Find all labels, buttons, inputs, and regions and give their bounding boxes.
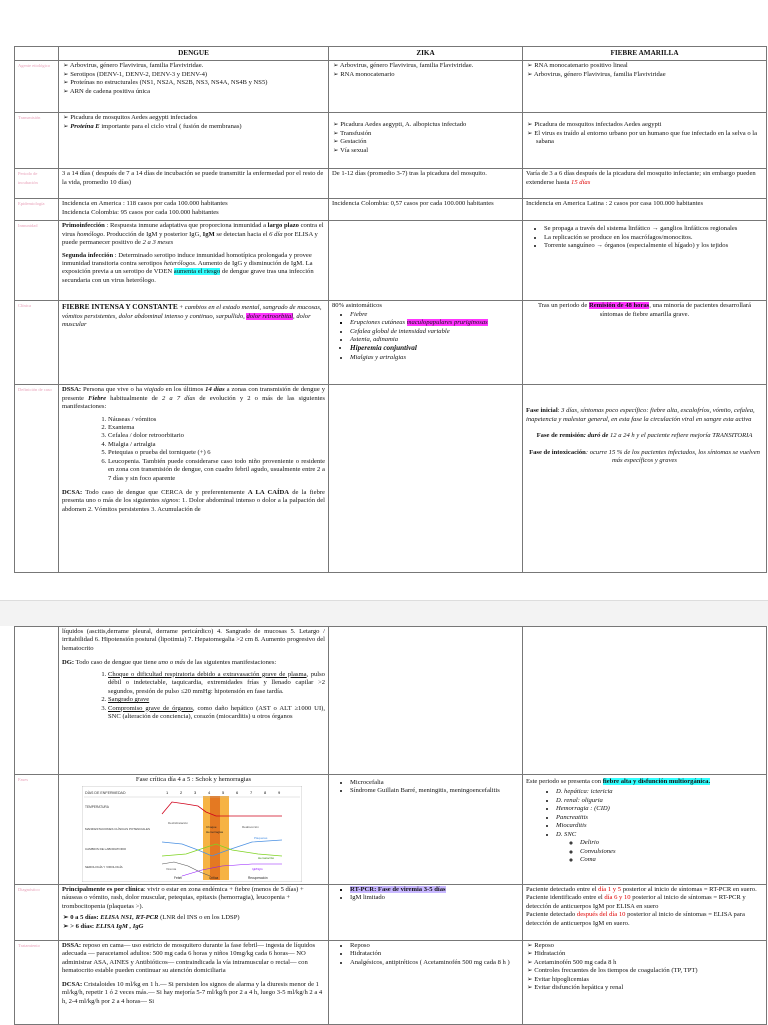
highlight-retroorbital: dolor retroorbital xyxy=(246,312,294,320)
dengue-case-cell xyxy=(59,385,329,573)
dg-list xyxy=(62,671,325,722)
row-label: Epidemiología xyxy=(15,199,59,221)
dengue-case-cont-cell xyxy=(59,627,329,775)
zika-epi-cell: Incidencia Colombia: 0,57 casos por cada 100.000 habitantes xyxy=(329,199,523,221)
fiebre-transmission-list xyxy=(526,121,763,146)
row-label: Fases xyxy=(15,775,59,885)
row-phases xyxy=(15,775,767,885)
phase-label: Febril xyxy=(174,876,182,881)
list-item: 6. Leucopenia. También puede considerarse caso todo niño proveniente o residente en zona con transmisión de dengue, con cuadro febril agudo, usualmente entre 2 a 7 días y sin foco aparente xyxy=(108,458,325,483)
list-item: 1. Náuseas / vómitos xyxy=(108,416,325,424)
zika-phases-list xyxy=(332,779,519,796)
zika-asymptomatic: 80% asintomáticos xyxy=(332,302,382,310)
day-number: 6 xyxy=(236,790,239,796)
list-item: ◦ Coma xyxy=(580,856,763,864)
row-label: Periodo de incubación xyxy=(15,169,59,199)
dengue-epi-line: Incidencia Colombia: 95 casos por cada 100.000 habitantes xyxy=(62,208,219,216)
fase-remision: Fase de remisión: duró de 12 a 24 h y el paciente refiere mejoría TRANSITORIA xyxy=(536,432,753,440)
clinical-label: Deshidratación xyxy=(168,821,189,826)
list-item: ➢ Arbovirus, género Flavivirus, familia Flaviviridae. xyxy=(342,62,519,70)
list-item: ➢ Evitar disfunción hepática y renal xyxy=(536,984,763,992)
list-item: ➢ RNA monocatenario xyxy=(342,71,519,79)
row-label-clinical: MANIFESTACIONES CLÍNICAS POTENCIALES xyxy=(85,827,150,832)
zika-case-cell xyxy=(329,385,523,573)
row-case-definition-cont xyxy=(15,627,767,775)
primoinfeccion-paragraph: Primoinfección : Respuesta inmune adaptativa que proporciona inmunidad a largo plazo contra el virus homólogo. Producción de IgM y posterior IgG, IgM se detectan hacia el 6 día por ELISA y puede permanecer positivo de 2 a 3 meses xyxy=(62,222,324,247)
row-label: Definición de caso xyxy=(15,385,59,573)
list-item: • Fiebre xyxy=(350,311,519,319)
list-item: • Se propaga a través del sistema linfático → ganglios linfáticos regionales xyxy=(544,225,763,233)
zika-phases-cell xyxy=(329,775,523,885)
fiebre-phases-cell xyxy=(523,775,767,885)
fiebre-transmission-cell xyxy=(523,113,767,169)
list-item: ▪ Erupciones cutáneas maculopapulares pruriginosas xyxy=(350,319,519,327)
zika-agent-list xyxy=(332,62,519,79)
list-item: • D. hepática: ictericia xyxy=(556,788,763,796)
list-item: • Pancreatitis xyxy=(556,814,763,822)
day-number: 5 xyxy=(222,790,225,796)
dengue-dx-cell xyxy=(59,885,329,941)
sero-label: Viremia xyxy=(166,867,177,872)
fiebre-agent-list xyxy=(526,62,763,79)
fiebre-intensa-term: FIEBRE INTENSA Y CONSTANTE xyxy=(62,302,178,312)
list-item xyxy=(72,123,325,131)
zika-tx-cell xyxy=(329,941,523,1025)
list-item: ➢ Acetaminofén 500 mg cada 8 h xyxy=(536,959,763,967)
list-item: 1. Choque o dificultad respiratoria debido a extravasación grave de plasma, pulso débil o indetectable, taquicardia, extremidades frías y llenado capilar >2 segundos, presión de pulso ≤20 mmHg: hipotensión en fase tardía. xyxy=(108,671,325,696)
comparison-table-page-1 xyxy=(14,46,767,573)
fase-intoxicacion: Fase de intoxicación: ocurre 15 % de los pacientes infectados, los síntomas se vuelven más específicos y graves xyxy=(529,448,760,464)
row-epidemiology xyxy=(15,199,767,221)
list-item: • Hemorragia : (CID) xyxy=(556,805,763,813)
list-item: ➢ Proteínas no estructurales (NS1, NS2A, NS2B, NS3, NS4A, NS4B y NS5) xyxy=(72,79,325,87)
day-number: 9 xyxy=(278,790,281,796)
list-item: ➢ Evitar hipoglicemias xyxy=(536,976,763,984)
corner-cell xyxy=(15,47,59,61)
zika-transmission-cell xyxy=(329,113,523,169)
list-item: ➢ Vía sexual xyxy=(342,147,519,155)
zika-transmission-list xyxy=(332,121,519,155)
list-item: • Mialgias y artralgias xyxy=(350,354,519,362)
dx-clinica: Principalmente es por clínica: vivir o estar en zona endémica + fiebre (menos de 5 días) + náuseas o vómito, rash, dolor muscular, petequias, epitaxis (hemorragia), leucopenia + trombocitopenia (plaquetas >). xyxy=(62,886,304,910)
dengue-transmission-list xyxy=(62,114,325,131)
fiebre-incubation-cell xyxy=(523,169,767,199)
list-item: ➢ El virus es traído al entorno urbano por un humano que fue infectado en la selva o la sabana xyxy=(536,130,763,147)
row-label: Transmisión xyxy=(15,113,59,169)
list-item: ➢ Picadura de mosquitos Aedes aegypti infectados xyxy=(72,114,325,122)
highlight-disfuncion: fiebre alta y disfunción multiorgánica. xyxy=(602,778,711,785)
list-item: • La replicación se produce en los macrófagos/monocitos. xyxy=(544,234,763,242)
fiebre-epi-cell: Incidencia en America Latina : 2 casos por casa 100.000 habitantes xyxy=(523,199,767,221)
day-number: 8 xyxy=(264,790,267,796)
fiebre-case-cell xyxy=(523,385,767,573)
segunda-infeccion-paragraph: Segunda infección : Determinado serotipo induce inmunidad homotípica prolongada y provee inmunidad transitoria contra serotipos heterólogos. Aumento de IgG y disminución de IgM. La exposición previa a un serotipo de VDEN aumenta el riesgo de dengue grave tras una infección secundaria con un virus heterólogo. xyxy=(62,251,314,284)
list-item: ◦ Delirio xyxy=(580,839,763,847)
lab-label: Plaquetas xyxy=(254,836,268,841)
fiebre-tx-cell xyxy=(523,941,767,1025)
zika-case-cont-cell xyxy=(329,627,523,775)
row-transmission xyxy=(15,113,767,169)
sero-label: IgM/IgG xyxy=(252,867,263,872)
row-label: Clínica xyxy=(15,301,59,385)
protein-e-term: Proteína E xyxy=(70,122,100,130)
list-item: ➢ Picadura de mosquitos infectados Aedes aegypti xyxy=(536,121,763,129)
header-zika: ZIKA xyxy=(329,47,523,61)
list-item: • Síndrome Guillain Barré, meningitis, meningoencefalitis xyxy=(350,787,519,795)
list-item: ◦ Convulsiones xyxy=(580,848,763,856)
header-row xyxy=(15,47,767,61)
fiebre-incubation-max: 15 días xyxy=(571,178,591,186)
highlight-maculopapulares: maculopapulares pruriginosas xyxy=(406,319,488,327)
zika-tx-list xyxy=(332,942,519,967)
fiebre-dx-line: Paciente identificado entre el día 6 y 10 posterior al inicio de síntomas = RT-PCR y detección de anticuerpos IgM por ELISA en suero xyxy=(526,894,746,910)
list-item: 4. Mialgia / artralgia xyxy=(108,441,325,449)
page-gap xyxy=(0,600,768,628)
list-item: • D. SNC ◦ Delirio ◦ Convulsiones ◦ Coma xyxy=(556,831,763,865)
list-item: • Torrente sanguíneo → órganos (especialmente el hígado) y los tejidos xyxy=(544,242,763,250)
list-item: 3. Cefalea / dolor retroorbitario xyxy=(108,432,325,440)
fiebre-immunity-cell xyxy=(523,221,767,301)
phase-label: Recuperación xyxy=(248,876,268,881)
fiebre-incubation-text: Varía de 3 a 6 días después de la picadura del mosquito infectante; sin embargo pueden extenderse hasta xyxy=(526,170,756,186)
list-item: ➢ Transfusión xyxy=(342,130,519,138)
day-number: 2 xyxy=(180,790,183,796)
list-item: 2. Sangrado grave xyxy=(108,696,325,704)
dengue-immunity-cell xyxy=(59,221,329,301)
tx-dcsa: DCSA: Cristaloides 10 ml/kg en 1 h.— Si persisten los signos de alarma y la diuresis menor de 1 ml/kg/h, repetir 1 ó 2 veces más.— Si hay mejoría 5-7 ml/kg/h por 2 a 4 h, luego 3-5 ml/kg/h 2 a 4 h, 2-4 ml/kg/h por 2 a 4 horas— Si xyxy=(62,980,323,1005)
phase-chart-title: Fase crítica día 4 a 5 : Schok y hemorragias xyxy=(135,776,252,783)
dengue-clinic-cell: FIEBRE INTENSA Y CONSTANTE + cambios en el estado mental, sangrado de mucosas, vómitos persistentes, dolor abdominal intenso y continuo, sarpullido, dolor retroorbital, dolor muscular xyxy=(59,301,329,385)
list-item: 2. Exantema xyxy=(108,424,325,432)
list-item: • D. renal: oliguria xyxy=(556,797,763,805)
dcsa-paragraph: DCSA: Todo caso de dengue que CERCA de y preferentemente A LA CAÍDA de la fiebre presenta uno o más de los siguientes signos: 1. Dolor abdominal intenso o dolor a la palpación del abdomen 2. Vómitos persistentes 3. Acumulación de xyxy=(62,489,325,513)
header-dengue: DENGUE xyxy=(59,47,329,61)
row-treatment xyxy=(15,941,767,1025)
tx-dssa: DSSA: reposo en cama— uso estricto de mosquitero durante la fase febril— ingesta de líquidos adecuada — paracetamol adultos: 500 mg cada 6 horas y niños 10mg/kg cada 6 horas— NO administrar ASA, AINES y Antibióticos— contraindicada la vía intramuscular o rectal— con hematocrito estable pueden continuar su atención domiciliaria xyxy=(62,942,316,975)
lab-label: Hematocrito xyxy=(258,856,275,861)
dengue-epi-line: Incidencia en America : 118 casos por cada 100.000 habitantes xyxy=(62,200,228,208)
fiebre-phases-intro: Este periodo se presenta con fiebre alta y disfunción multiorgánica. xyxy=(526,778,711,785)
day-number: 1 xyxy=(166,790,169,796)
dengue-agent-cell xyxy=(59,61,329,113)
list-item: ➢ ARN de cadena positiva única xyxy=(72,88,325,96)
row-label: Agente etiológico xyxy=(15,61,59,113)
clinical-label: Reabsorción xyxy=(242,825,259,830)
row-label-temperature: TEMPERATURA xyxy=(85,805,109,810)
list-item: ➢ Arbovirus, género Flavivirus, familia Flaviviridae. xyxy=(72,62,325,70)
dengue-phases-cell xyxy=(59,775,329,885)
list-item: ➢ Arbovirus, género Flavivirus, familia Flaviviridae xyxy=(536,71,763,79)
clinical-label: Choque xyxy=(206,825,217,830)
fiebre-tx-list xyxy=(526,942,763,993)
list-item: 3. Compromiso grave de órganos, como daño hepático (AST o ALT ≥1000 UI), SNC (alteración de conciencia), corazón (miocarditis) u otros órganos xyxy=(108,705,325,722)
row-label: Tratamiento xyxy=(15,941,59,1025)
phase-label: Crítica xyxy=(209,876,219,881)
list-item: 5. Petequias o prueba del torniquete (+) 6 xyxy=(108,449,325,457)
dengue-agent-list xyxy=(62,62,325,96)
list-item: • Astenia, adinamia xyxy=(350,336,519,344)
list-item: ➢ Gestación xyxy=(342,138,519,146)
list-item: ➢ Hidratación xyxy=(536,950,763,958)
fiebre-dx-line: Paciente detectado entre el día 1 y 5 posterior al inicio de síntomas = RT-PCR en suero. xyxy=(526,886,757,893)
day-axis-label: DÍAS DE ENFERMEDAD xyxy=(85,791,126,796)
dengue-tx-cell xyxy=(59,941,329,1025)
list-item: ➢ > 6 días: ELISA IgM , IgG xyxy=(72,923,325,931)
list-item: • Reposo xyxy=(350,942,519,950)
day-number: 7 xyxy=(250,790,253,796)
highlight-remision: Remisión de 48 horas xyxy=(588,302,650,310)
row-label-lab: CAMBIOS DE LABORATORIO xyxy=(85,847,127,852)
list-item: • Analgésicos, antipiréticos ( Acetaminofén 500 mg cada 8 h ) xyxy=(350,959,519,967)
dengue-transmission-cell xyxy=(59,113,329,169)
page-2 xyxy=(0,626,768,1024)
zika-immunity-cell xyxy=(329,221,523,301)
row-label: Diagnóstico xyxy=(15,885,59,941)
dssa-list xyxy=(62,416,325,484)
list-item: • Hiperemia conjuntival xyxy=(350,344,519,353)
fiebre-immunity-list xyxy=(526,225,763,250)
zika-incubation-cell: De 1-12 días (promedio 3-7) tras la picadura del mosquito. xyxy=(329,169,523,199)
fiebre-clinic-cell: Tras un periodo de Remisión de 48 horas, una minoría de pacientes desarrollará síntomas de fiebre amarilla grave. xyxy=(523,301,767,385)
row-clinic xyxy=(15,301,767,385)
dengue-incubation-cell: 3 a 14 días ( después de 7 a 14 días de incubación se puede transmitir la enfermedad por el resto de la vida, promedio 10 días) xyxy=(59,169,329,199)
comparison-table-page-2 xyxy=(14,626,767,1025)
list-item: • Hidratación xyxy=(350,950,519,958)
fiebre-dx-cell xyxy=(523,885,767,941)
row-label-serology: SEROLOGÍA Y VIROLOGÍA xyxy=(85,865,123,870)
snc-sublist xyxy=(556,839,763,864)
list-item: • IgM limitado xyxy=(350,894,519,902)
highlight-rtpcr: RT-PCR: Fase de viremia 3-5 días xyxy=(350,886,446,893)
list-item: ➢ Picadura Aedes aegypti, A. albopictus infectado xyxy=(342,121,519,129)
row-immunity xyxy=(15,221,767,301)
list-item: ➢ RNA monocatenario positivo lineal xyxy=(536,62,763,70)
protein-e-text: importante para el ciclo viral ( fusión de membranas) xyxy=(99,122,242,130)
fiebre-dx-line: Paciente detectado después del día 10 posterior al inicio de síntomas = ELISA para detección de anticuerpos IgM en suero. xyxy=(526,911,745,927)
day-number: 3 xyxy=(194,790,197,796)
zika-dx-list xyxy=(332,886,519,903)
list-item: ➢ Reposo xyxy=(536,942,763,950)
dengue-phase-figure xyxy=(82,786,302,882)
header-fiebre-amarilla: FIEBRE AMARILLA xyxy=(523,47,767,61)
fiebre-phases-list xyxy=(526,788,763,864)
row-case-definition xyxy=(15,385,767,573)
list-item: • Miocarditis xyxy=(556,822,763,830)
day-number: 4 xyxy=(208,790,211,796)
case-continuation: líquidos (ascitis,derrame pleural, derrame pericárdico) 4. Sangrado de mucosas 5. Letargo / irritabilidad 6. Hipotensión postural (lipotimia) 7. Hepatomegalia >2 cm 8. Aumento progresivo del hematocrito xyxy=(62,628,325,652)
list-item xyxy=(350,886,519,894)
list-item: • Microcefalia xyxy=(350,779,519,787)
clinical-label: Hemorragias xyxy=(206,830,224,835)
dssa-paragraph: DSSA: Persona que vive o ha viajado en los últimos 14 días a zonas con transmisión de dengue y presente Fiebre habitualmente de 2 a 7 días de evolución y 2 o más de las siguientes manifestaciones: xyxy=(62,386,326,411)
zika-clinic-list xyxy=(332,311,519,362)
highlight-riesgo: aumenta el riesgo xyxy=(173,268,221,276)
dengue-epi-cell xyxy=(59,199,329,221)
list-item: ➢ Controles frecuentes de los tiempos de coagulación (TP, TPT) xyxy=(536,967,763,975)
fiebre-agent-cell xyxy=(523,61,767,113)
fase-inicial: Fase inicial: 3 días, síntomas poco específico: fiebre alta, escalofríos, vómito, cefalea, inapetencia y malestar general, en esta fase la circulación viral en sangre esta activa xyxy=(526,407,755,423)
zika-clinic-cell xyxy=(329,301,523,385)
zika-agent-cell xyxy=(329,61,523,113)
list-item: • Cefalea global de intensidad variable xyxy=(350,328,519,336)
dg-paragraph: DG: Todo caso de dengue que tiene uno o más de las siguientes manifestaciones: xyxy=(62,659,277,667)
list-item: ➢ Serotipos (DENV-1, DENV-2, DENV-3 y DENV-4) xyxy=(72,71,325,79)
row-diagnosis xyxy=(15,885,767,941)
zika-dx-cell xyxy=(329,885,523,941)
fiebre-case-cont-cell xyxy=(523,627,767,775)
row-incubation xyxy=(15,169,767,199)
list-item: ➢ 0 a 5 días: ELISA NS1, RT-PCR (LNR del INS o en los LDSP) xyxy=(72,914,325,922)
row-agent xyxy=(15,61,767,113)
row-label: Inmunidad xyxy=(15,221,59,301)
row-label xyxy=(15,627,59,775)
dx-dengue-list xyxy=(62,914,325,931)
